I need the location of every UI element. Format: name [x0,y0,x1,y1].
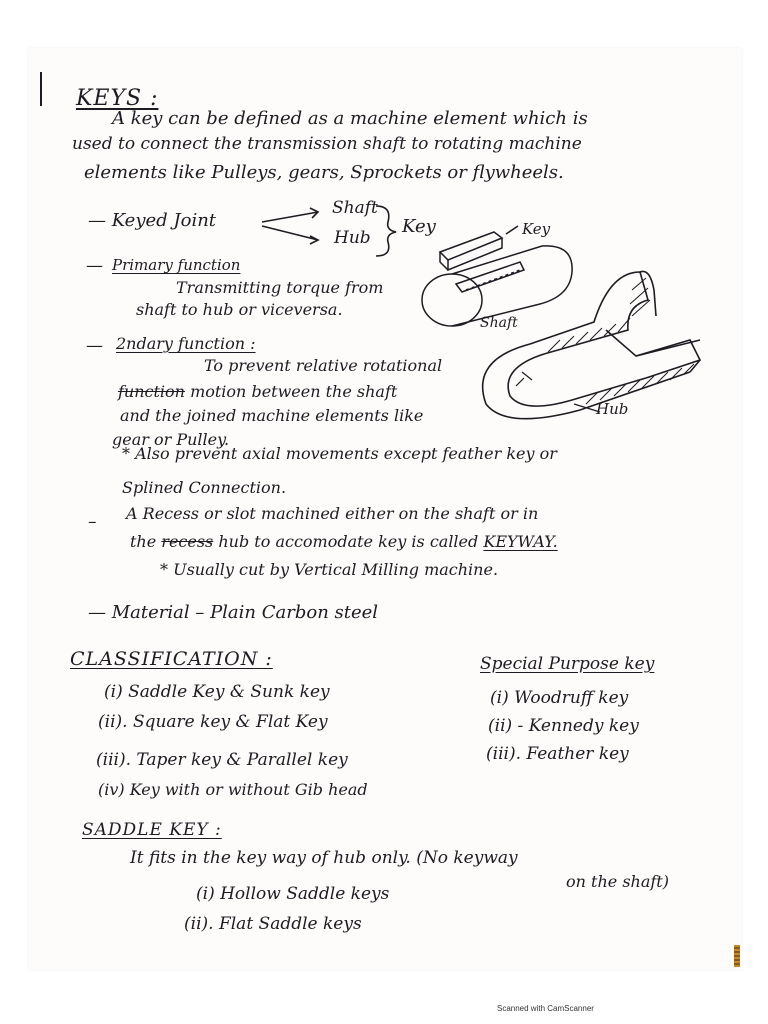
struck-word: function [118,382,185,401]
scanner-watermark: Scanned with CamScanner [497,1004,594,1013]
special-purpose-heading: Special Purpose key [480,654,655,674]
axial-note-line-2: Splined Connection. [122,478,287,497]
special-purpose-item-3: (iii). Feather key [486,744,629,764]
keyed-joint-label: — Keyed Joint [88,210,217,231]
classification-item-2: (ii). Square key & Flat Key [98,712,328,732]
axial-note-line-1: * Also prevent axial movements except feather key or [122,444,557,463]
keyed-joint-hub: Hub [334,228,371,248]
special-purpose-item-1: (i) Woodruff key [490,688,629,708]
page-title: KEYS : [76,86,159,111]
classification-item-3: (iii). Taper key & Parallel key [96,750,348,770]
primary-function-dash: — [86,256,103,276]
keyway-line-2-rest: hub to accomodate key is called [218,532,479,551]
saddle-key-item-2: (ii). Flat Saddle keys [184,914,362,934]
keyway-line-2 [130,534,558,550]
intro-line-2: used to connect the transmission shaft to rotating machine [72,134,582,154]
secondary-function-line-4: gear or Pulley. [112,430,230,449]
keyway-term: KEYWAY. [483,532,558,551]
keyway-struck-word: recess [161,532,214,551]
figure-label-hub: Hub [596,400,629,418]
saddle-key-line: It fits in the key way of hub only. (No keyway [130,848,518,868]
key-sketch [440,226,518,270]
primary-function-line-1: Transmitting torque from [176,278,384,297]
secondary-function-heading: 2ndary function : [116,334,256,353]
saddle-key-item-1: (i) Hollow Saddle keys [196,884,390,904]
secondary-function-dash: — [86,336,103,356]
primary-function-heading: Primary function [112,256,241,274]
figure-label-key: Key [522,220,551,238]
binding-edge-mark [734,945,740,967]
primary-function-line-2: shaft to hub or viceversa. [136,300,343,319]
keyway-line-1: A Recess or slot machined either on the shaft or in [126,504,539,523]
saddle-key-line-cont: on the shaft) [566,872,669,891]
saddle-key-heading: SADDLE KEY : [82,820,222,840]
secondary-function-line-1: To prevent relative rotational [204,356,443,375]
keyway-milling-note: * Usually cut by Vertical Milling machine. [160,560,499,579]
hub-sketch [483,271,700,418]
classification-item-4: (iv) Key with or without Gib head [98,780,368,799]
material-line: — Material – Plain Carbon steel [88,602,379,623]
special-purpose-item-2: (ii) - Kennedy key [488,716,639,736]
intro-line-3: elements like Pulleys, gears, Sprockets or flywheels. [84,162,564,183]
figure-label-shaft: Shaft [480,315,518,331]
keyed-joint-key: Key [402,216,436,237]
intro-line-1: A key can be defined as a machine element which is [112,108,588,129]
classification-heading: CLASSIFICATION : [70,648,273,670]
keyed-joint-shaft: Shaft [332,198,378,218]
secondary-function-line-2: function motion between the shaft [118,382,398,401]
keyway-line-2-prefix: the [130,532,157,551]
classification-item-1: (i) Saddle Key & Sunk key [104,682,330,702]
shaft-sketch [422,246,572,326]
keyway-dash: – [88,512,97,532]
secondary-function-line-3: and the joined machine elements like [120,406,424,425]
